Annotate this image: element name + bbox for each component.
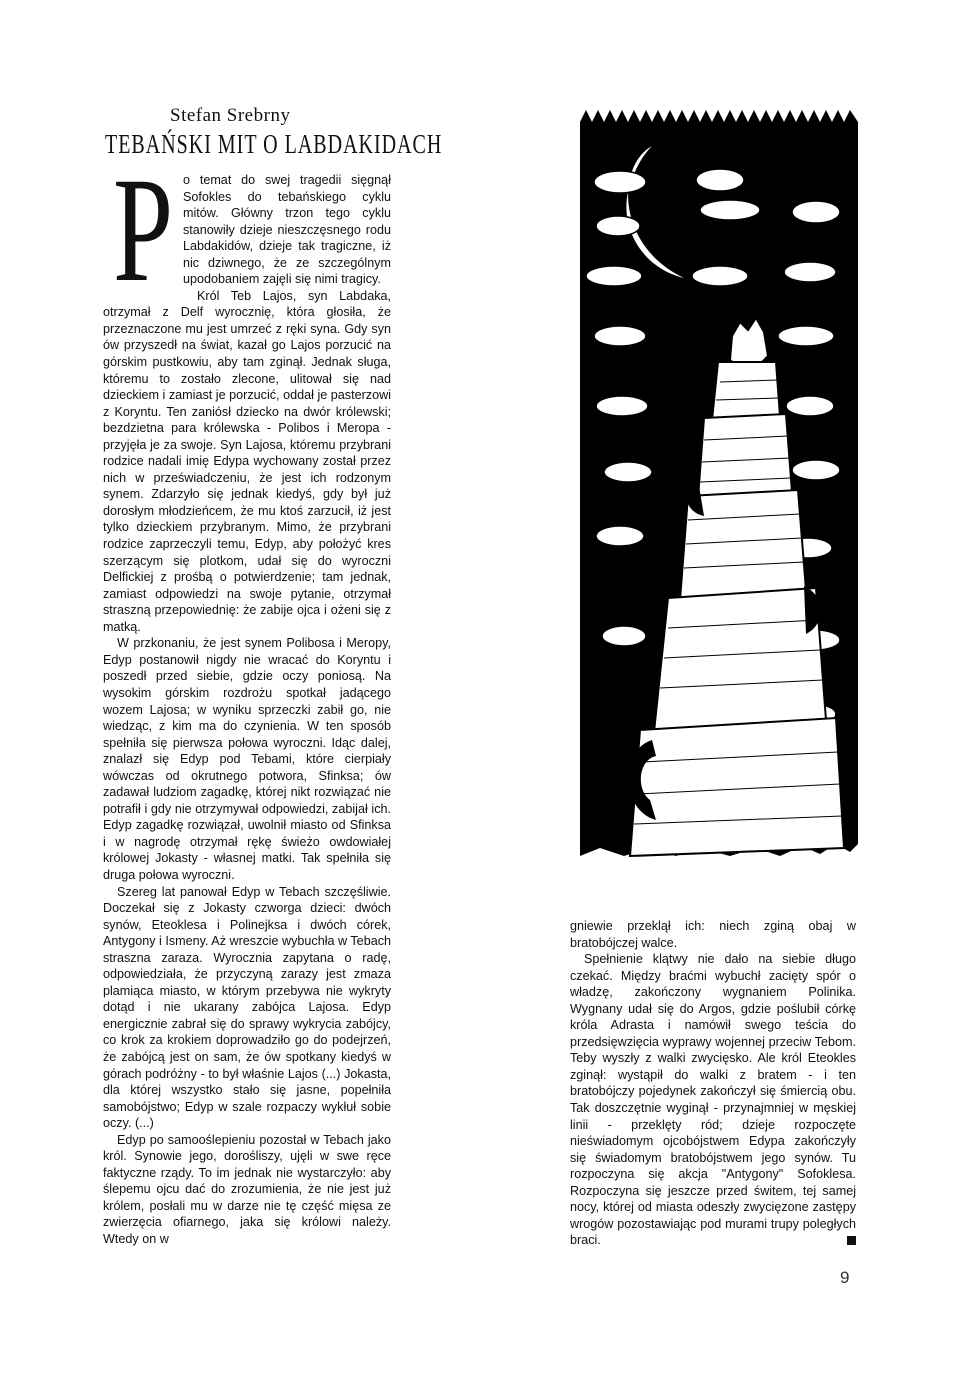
left-column	[103, 147, 391, 1248]
paragraph-fulfilment-text: Spełnienie klątwy nie dało na siebie długo czekać. Między braćmi wybuchł zacięty spór o władzę, zakończony wygnaniem Polinika. Wygnany udał się do Argos, gdzie poślubił córkę króla Adrasta i namówił swego teścia do przedsięwzięcia wyprawy wojennej przeciw Tebom. Teby wyszły z walki zwycięsko. Ale król Eteokles zginął: wystąpił do walki z bratem - i ten bratobójczy pojedynek zakończył się śmiercią obu. Tak doszczętnie wyginął - przynajmniej w męskiej linii - przeklęty ród; dzieje rozpoczęte nieświadomym ojcobójstwem Edypa zakończyły się świadomym bratobójstwem jego synów. Tu rozpoczyna się akcja "Antygony" Sofoklesa. Rozpoczyna się jeszcze przed świtem, tej samej nocy, której od miasta odeszły zwycięzone zastępy wrogów pozostawiając pod murami trupy poległych braci.	[570, 952, 856, 1248]
article-title: TEBAŃSKI MIT O LABDAKIDACH	[105, 130, 443, 160]
paragraph-journey: W przkonaniu, że jest synem Polibosa i Meropy, Edyp postanowił nigdy nie wracać do Koryntu i poszedł przed siebie, gdzie oczy poniosą. Na wysokim górskim rozdrożu spotkał jadącego wozem Lajosa; w wyniku sprzeczki zabił go, nie wiedząc, z kim ma do czynienia. W ten sposób spełniła się pierwsza połowa wyroczni. Idąc dalej, znalazł się Edyp pod Tebami, które cierpiały wówczas od okrutnego potwora, Sfinksa; ów zadawał ludziom zagadkę, której nikt rozwiązać nie potrafił i gdy nie otrzymywał odpowiedzi, zabijał ich. Edyp zagadkę rozwiązał, uwolnił miasto od Sfinksa i w nagrodę otrzymał rękę świeżo owdowiałej królowej Jokasty - własnej matki. Tak spełniła się druga połowa wyroczni.	[103, 636, 391, 882]
author-name: Stefan Srebrny	[170, 105, 291, 126]
right-column	[570, 918, 856, 1249]
paragraph-intro: o temat do swej tragedii sięgnął Sofokles do tebańskiego cyklu mitów. Główny trzon tego cyklu stanowiły dzieje nieszczęsnego rodu Labdakidów, dzieje tak tragiczne, iż nic dziwnego, że ze szczególnym upodobaniem zajęli się nimi tragicy.	[183, 173, 391, 287]
paragraph-continued: gniewie przeklął ich: niech zginą obaj w bratobójczej walce.	[570, 919, 856, 950]
paragraph-oracle: Król Teb Lajos, syn Labdaka, otrzymał z Delf wyrocznię, która głosiła, że przeznaczone mu jest umrzeć z ręki syna. Gdy syn ów przyszedł na świat, kazał go Lajos porzucić na górskim pustkowiu, aby tam zginął. Jednak sługa, któremu to zostało zlecone, ulitował się nad dzieckiem i zamiast je porzucić, oddał je pasterzowi z Koryntu. Ten zaniósł dziecko na dwór królewski; bezdzietna para królewska - Polibos i Meropa - przyjęła je za swoje. Syn Lajosa, któremu przybrani rodzice nadali imię Edypa wychowany został przez nich w przeświadczeniu, że jest ich rodzonym synem. Zdarzyło się jednak kiedyś, gdy był już dorosłym młodzieńcem, że mu ktoś zarzucił, iż jest tylko dzieckiem przybranym. Mimo, że przybrani rodzice zaprzeczyli temu, Edyp, aby położyć kres szerzącym się plotkom, udał się do wyroczni Delfickiej z prośbą o potwierdzenie; tam jednak, zamiast odpowiedzi na swoje pytanie, otrzymał straszną przepowiednię: że zabije ojca i ożeni się z matką.	[103, 288, 391, 634]
paragraph-fulfilment	[570, 951, 856, 1249]
end-of-article-mark	[847, 1236, 856, 1245]
page-number: 9	[840, 1268, 850, 1287]
paragraph-curse: Edyp po samooślepieniu pozostał w Tebach jako król. Synowie jego, dorośliszy, ujęli w swe ręce faktyczne rządy. To im jednak nie wystarczyło: aby ślepemu ojcu dać do zrozumienia, że nie jest już królem, posłali mu w darze nie tę część mięsa ze zwierzęcia ofiarnego, jaka się królowi należy. Wtedy on w	[103, 1132, 391, 1246]
drop-cap: P	[113, 147, 174, 313]
tower-illustration	[580, 100, 858, 900]
paragraph-plague: Szereg lat panował Edyp w Tebach szczęśliwie. Doczekał się z Jokasty czworga dzieci: dwóch synów, Eteoklesa i Polinejksa i dwóch córek, Antygony i Ismeny. Aż wreszcie wybuchła w Tebach straszna zaraza. Wyrocznia zapytana o radę, odpowiedziała, że przyczyną zarazy jest zmaza plamiąca miasto, w którym przebywa nie wykryty dotąd i nie ukarany zabójca Lajosa. Edyp energicznie zabrał się do sprawy wykrycia zabójcy, co krok za krokiem doprowadziło go do podejrzeń, że zabójcą jest on sam, że ów spotkany kiedyś w górach podróżny - to był właśnie Lajos (...) Jokasta, dla której wszystko stało się jasne, popełniła samobójstwo; Edyp w szale rozpaczy wykłuł sobie oczy. (...)	[103, 884, 391, 1131]
